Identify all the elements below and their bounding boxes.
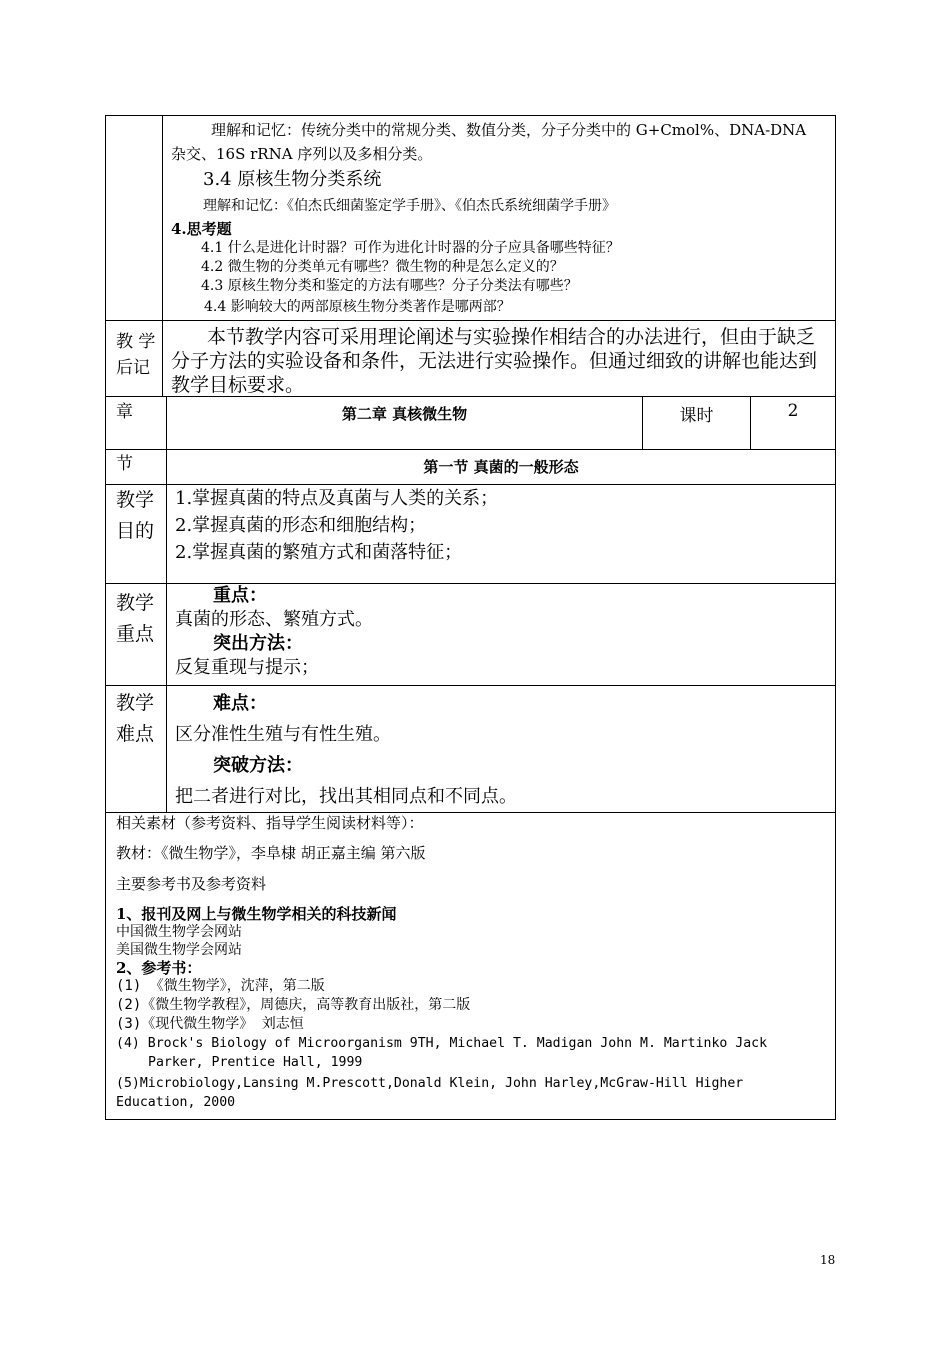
postscript-label	[106, 321, 163, 396]
difficult-points-heading: 难点：	[213, 693, 267, 714]
label-line: 教学	[116, 692, 155, 714]
materials-heading: 相关素材（参考资料、指导学生阅读材料等）：	[116, 814, 424, 832]
textbook-line: 教材：《微生物学》，李阜棣 胡正嘉主编 第六版	[116, 844, 426, 862]
difficult-points-method-heading: 突破方法：	[213, 755, 303, 776]
key-points-row	[105, 584, 836, 686]
hours-value: 2	[787, 401, 799, 421]
chapter-row	[105, 397, 836, 450]
lesson-plan-table	[105, 115, 836, 1120]
section-row	[105, 450, 836, 485]
label-line: 教学	[116, 489, 155, 511]
label-line: 目的	[116, 520, 155, 542]
key-points-method: 反复重现与提示；	[175, 657, 319, 678]
difficult-points-content	[167, 686, 835, 812]
hours-label: 课时	[643, 397, 751, 449]
question-item: 4.3 原核生物分类和鉴定的方法有哪些？分子分类法有哪些？	[201, 278, 578, 294]
news-heading: 1、报刊及网上与微生物学相关的科技新闻	[116, 905, 397, 923]
label-line: 难点	[116, 723, 155, 745]
site-item: 中国微生物学会网站	[116, 924, 242, 940]
list-item: 2.掌握真菌的形态和细胞结构；	[175, 515, 427, 536]
text-line: 本节教学内容可采用理论阐述与实验操作相结合的办法进行，但由于缺乏	[207, 326, 816, 348]
key-points-heading: 重点：	[213, 585, 267, 606]
key-points-text: 真菌的形态、繁殖方式。	[175, 609, 373, 630]
label-line: 教 学	[116, 332, 156, 352]
materials-content	[106, 813, 835, 1119]
key-points-method-heading: 突出方法：	[213, 633, 303, 654]
difficult-points-method: 把二者进行对比，找出其相同点和不同点。	[175, 786, 517, 807]
book-item: (5)Microbiology,Lansing M.Prescott,Donald Klein, John Harley,McGraw-Hill Higher	[116, 1076, 744, 1091]
objectives-list	[167, 485, 835, 583]
site-item: 美国微生物学会网站	[116, 942, 242, 958]
section-title: 第一节 真菌的一般形态	[423, 458, 579, 476]
section-heading-3-4: 3.4 原核生物分类系统	[203, 169, 382, 190]
book-item-cont: Education, 2000	[116, 1095, 236, 1110]
references-heading: 主要参考书及参考资料	[116, 875, 267, 893]
materials-row	[105, 813, 836, 1120]
empty-label-cell	[106, 116, 163, 320]
question-item: 4.2 微生物的分类单元有哪些？微生物的种是怎么定义的？	[201, 259, 564, 275]
book-item-cont: Parker, Prentice Hall, 1999	[148, 1055, 363, 1070]
label-line: 教学	[116, 592, 155, 614]
text-line: 杂交、16S rRNA 序列以及多相分类。	[171, 145, 433, 163]
book-item: (4) Brock's Biology of Microorganism 9TH, Michael T. Madigan John M. Martinko Jack	[116, 1036, 768, 1051]
difficult-points-row	[105, 686, 836, 813]
label-line: 重点	[116, 623, 155, 645]
book-item: (1) 《微生物学》，沈萍，第二版	[116, 978, 325, 994]
page-number: 18	[820, 1253, 836, 1267]
chapter-label: 章	[106, 397, 167, 449]
text-line: 教学目标要求。	[171, 374, 305, 396]
section-heading-4: 4.思考题	[171, 220, 232, 238]
list-item: 1.掌握真菌的特点及真菌与人类的关系；	[175, 488, 499, 509]
postscript-content	[163, 321, 835, 396]
list-item: 2.掌握真菌的繁殖方式和菌落特征；	[175, 542, 463, 563]
chapter-title: 第二章 真核微生物	[167, 397, 643, 449]
postscript-row	[105, 321, 836, 397]
continuation-content	[163, 116, 835, 320]
question-item: 4.1 什么是进化计时器？可作为进化计时器的分子应具备哪些特征？	[201, 240, 620, 256]
books-heading: 2、参考书：	[116, 959, 202, 977]
text-line: 理解和记忆：《伯杰氏细菌鉴定学手册》、《伯杰氏系统细菌学手册》	[203, 198, 616, 214]
section-label: 节	[106, 450, 167, 484]
key-points-label	[106, 584, 167, 685]
book-item: (2)《微生物学教程》，周德庆，高等教育出版社，第二版	[116, 997, 471, 1013]
book-item: (3)《现代微生物学》 刘志恒	[116, 1016, 304, 1032]
objectives-row	[105, 485, 836, 584]
label-line: 后记	[116, 358, 150, 378]
difficult-points-text: 区分准性生殖与有性生殖。	[175, 724, 391, 745]
continuation-row	[105, 115, 836, 321]
difficult-points-label	[106, 686, 167, 812]
text-line: 分子方法的实验设备和条件，无法进行实验操作。但通过细致的讲解也能达到	[171, 350, 818, 372]
text-line: 理解和记忆：传统分类中的常规分类、数值分类，分子分类中的 G+Cmol%、DNA-DNA	[211, 121, 807, 139]
question-item: 4.4 影响较大的两部原核生物分类著作是哪两部？	[204, 299, 511, 315]
objectives-label	[106, 485, 167, 583]
key-points-content	[167, 584, 835, 685]
